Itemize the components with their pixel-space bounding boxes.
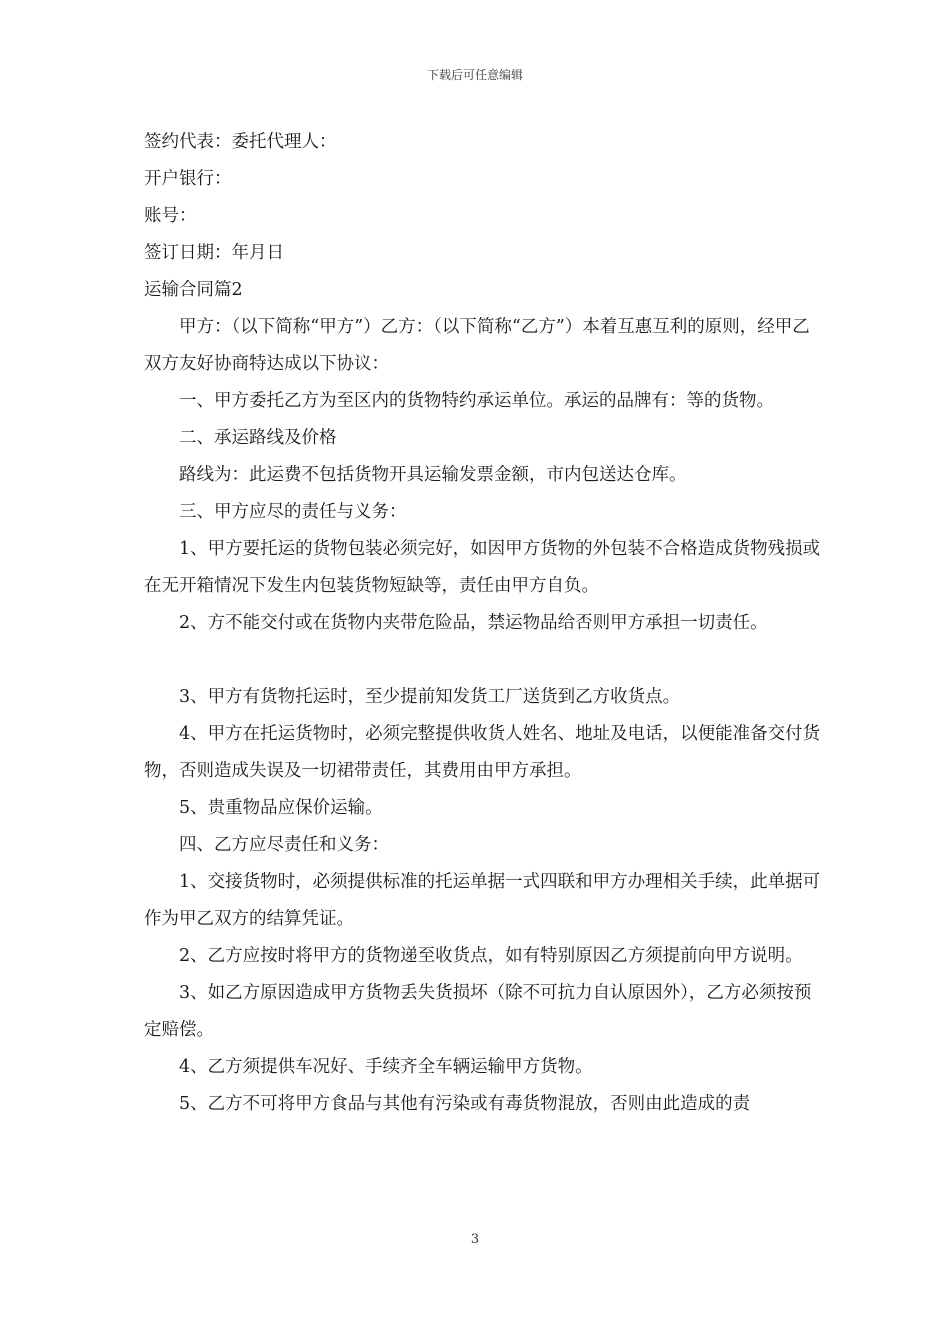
paragraph-item-4-2: 2、乙方应按时将甲方的货物递至收货点，如有特别原因乙方须提前向甲方说明。 (179, 946, 803, 966)
paragraph-clause-1: 一、甲方委托乙方为至区内的货物特约承运单位。承运的品牌有：等的货物。 (179, 391, 774, 411)
paragraph-signatory: 签约代表：委托代理人： (144, 132, 337, 152)
paragraph-sign-date: 签订日期：年月日 (144, 243, 284, 263)
paragraph-heading-3: 三、甲方应尽的责任与义务： (179, 502, 407, 522)
paragraph-item-4-1: 1、交接货物时，必须提供标准的托运单据一式四联和甲方办理相关手续，此单据可作为甲乙双方的结算凭证。 (144, 872, 821, 929)
paragraph-account: 账号： (144, 206, 197, 226)
document-body (144, 124, 824, 1123)
spacer (144, 642, 824, 679)
paragraph-item-4-5: 5、乙方不可将甲方食品与其他有污染或有毒货物混放，否则由此造成的责 (179, 1094, 751, 1114)
section-title: 运输合同篇2 (144, 280, 243, 300)
paragraph-heading-2: 二、承运路线及价格 (179, 428, 337, 448)
page-header: 下载后可任意编辑 (426, 68, 523, 82)
paragraph-item-3-3: 3、甲方有货物托运时，至少提前知发货工厂送货到乙方收货点。 (179, 687, 681, 707)
paragraph-intro: 甲方：（以下简称“甲方”）乙方：（以下简称“乙方”）本着互惠互利的原则，经甲乙双方友好协商特达成以下协议： (144, 317, 810, 374)
paragraph-item-4-3: 3、如乙方原因造成甲方货物丢失货损坏（除不可抗力自认原因外），乙方必须按预定赔偿。 (144, 983, 812, 1040)
paragraph-route: 路线为：此运费不包括货物开具运输发票金额，市内包送达仓库。 (179, 465, 687, 485)
paragraph-item-3-1: 1、甲方要托运的货物包装必须完好，如因甲方货物的外包装不合格造成货物残损或在无开箱情况下发生内包装货物短缺等，责任由甲方自负。 (144, 539, 821, 596)
page-number: 3 (470, 1232, 480, 1247)
paragraph-item-3-4: 4、甲方在托运货物时，必须完整提供收货人姓名、地址及电话，以便能准备交付货物，否则造成失误及一切裙带责任，其费用由甲方承担。 (144, 724, 821, 781)
paragraph-bank: 开户银行： (144, 169, 232, 189)
paragraph-item-3-5: 5、贵重物品应保价运输。 (179, 798, 383, 818)
paragraph-heading-4: 四、乙方应尽责任和义务： (179, 835, 389, 855)
paragraph-item-3-2: 2、方不能交付或在货物内夹带危险品，禁运物品给否则甲方承担一切责任。 (179, 613, 768, 633)
paragraph-item-4-4: 4、乙方须提供车况好、手续齐全车辆运输甲方货物。 (179, 1057, 593, 1077)
